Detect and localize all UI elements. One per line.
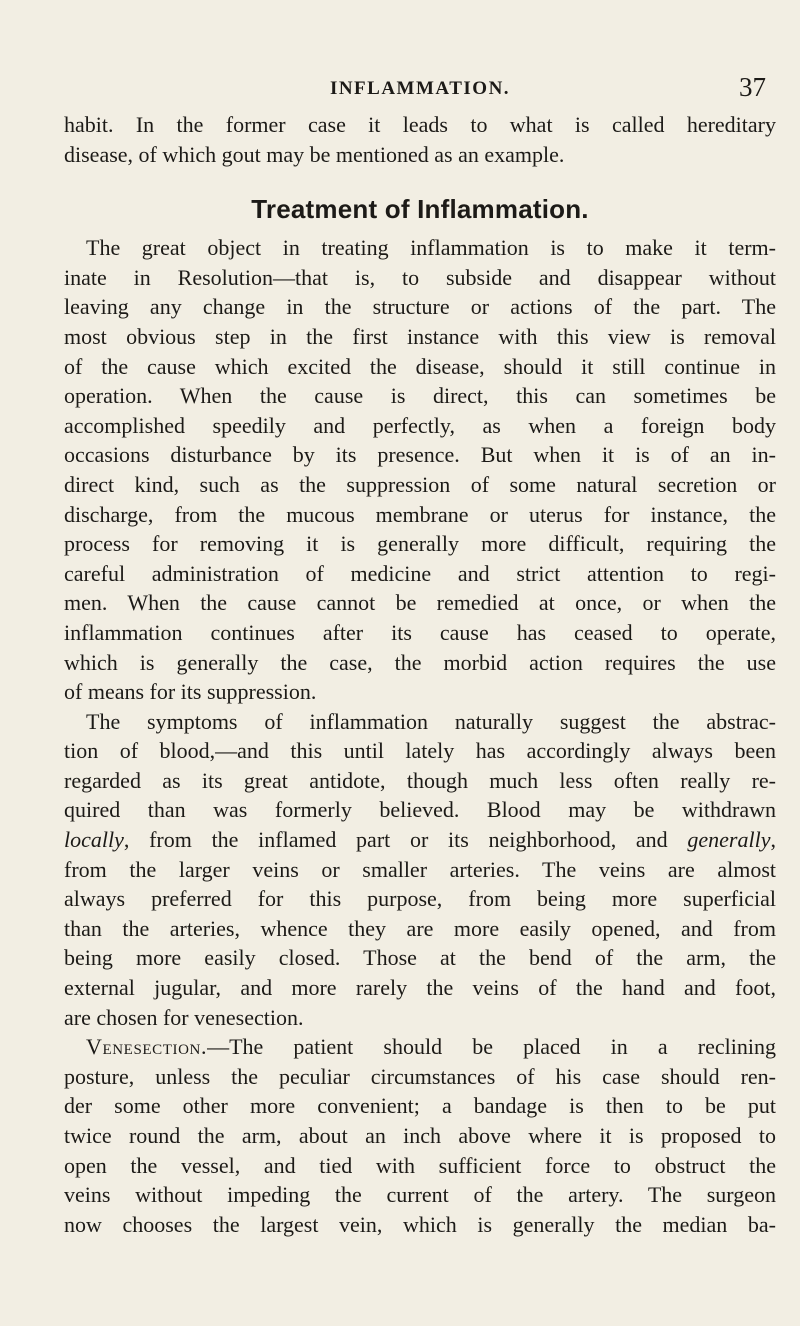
text-line: which is generally the case, the morbid action requires the use: [64, 649, 776, 675]
text-line: twice round the arm, about an inch above where it is proposed to: [64, 1123, 776, 1148]
text-line: occasions disturbance by its presence. But when it is of an in-: [64, 442, 776, 468]
text-line: leaving any change in the structure or actions of the part. The: [64, 294, 776, 320]
text-line: being more easily closed. Those at the bend of the arm, the: [64, 945, 776, 971]
body-text: [64, 110, 776, 1239]
text-line: open the vessel, and tied with sufficient force to obstruct the: [64, 1152, 776, 1178]
text-span: ,: [770, 827, 776, 853]
run-in-heading-venesection: Venesection.: [86, 1034, 208, 1060]
text-line: habit. In the former case it leads to what is called hereditary: [64, 112, 776, 137]
text-line: discharge, from the mucous membrane or uterus for instance, the: [64, 501, 776, 527]
text-line: tion of blood,—and this until lately has accordingly always been: [64, 738, 776, 764]
text-span: —The patient should be placed in a reclining: [207, 1034, 776, 1060]
text-line: inflammation continues after its cause has ceased to operate,: [64, 619, 776, 645]
italic-term-generally: generally: [687, 827, 771, 853]
text-line: operation. When the cause is direct, this can sometimes be: [64, 383, 776, 409]
text-span: , from the inflamed part or its neighborhood, and: [123, 827, 688, 853]
text-line: [64, 1032, 776, 1062]
running-head: [64, 72, 776, 104]
text-line: men. When the cause cannot be remedied at once, or when the: [64, 590, 776, 616]
text-line: of the cause which excited the disease, should it still continue in: [64, 353, 776, 379]
text-line: der some other more convenient; a bandage is then to be put: [64, 1093, 776, 1119]
text-line: now chooses the largest vein, which is generally the median ba-: [64, 1211, 776, 1237]
text-line: disease, of which gout may be mentioned as an example.: [64, 141, 565, 167]
text-line: from the larger veins or smaller arteries. The veins are almost: [64, 856, 776, 882]
text-line: are chosen for venesection.: [64, 1004, 304, 1030]
text-line: than the arteries, whence they are more easily opened, and from: [64, 915, 776, 941]
text-line: most obvious step in the first instance with this view is removal: [64, 323, 776, 349]
text-line: posture, unless the peculiar circumstances of his case should ren-: [64, 1063, 776, 1089]
page-number: 37: [739, 72, 766, 102]
text-line: regarded as its great antidote, though much less often really re-: [64, 767, 776, 793]
text-line: accomplished speedily and perfectly, as when a foreign body: [64, 412, 776, 438]
text-line: [64, 825, 776, 855]
text-line: inate in Resolution—that is, to subside and disappear without: [64, 264, 776, 290]
text-line: direct kind, such as the suppression of some natural secretion or: [64, 471, 776, 497]
text-line: careful administration of medicine and strict attention to regi-: [64, 560, 776, 586]
text-line: external jugular, and more rarely the veins of the hand and foot,: [64, 975, 776, 1001]
text-line: of means for its suppression.: [64, 679, 317, 705]
text-line: process for removing it is generally more difficult, requiring the: [64, 531, 776, 557]
section-heading: Treatment of Inflammation.: [251, 194, 589, 225]
running-head-title: INFLAMMATION.: [329, 78, 511, 99]
text-line: The symptoms of inflammation naturally suggest the abstrac-: [86, 708, 776, 734]
text-line: always preferred for this purpose, from being more superficial: [64, 886, 776, 912]
text-line: veins without impeding the current of the artery. The surgeon: [64, 1182, 776, 1208]
italic-term-locally: locally: [64, 827, 124, 853]
text-line: quired than was formerly believed. Blood may be withdrawn: [64, 797, 776, 823]
text-line: The great object in treating inflammation is to make it term-: [86, 235, 776, 261]
